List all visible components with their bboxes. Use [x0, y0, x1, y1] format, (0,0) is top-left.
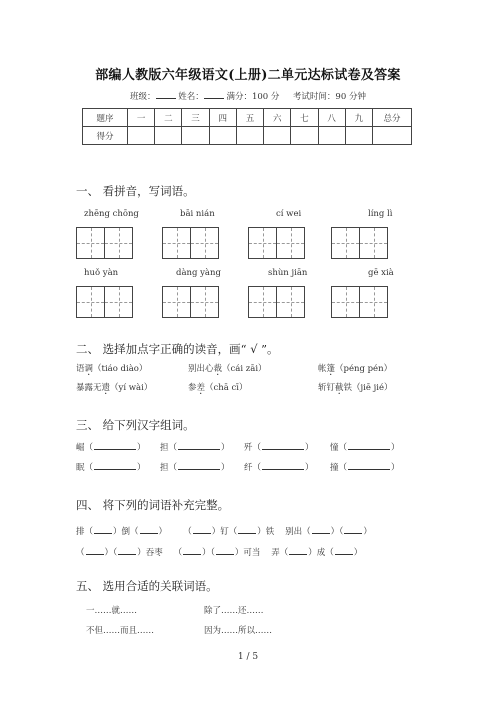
score-cell[interactable] — [373, 127, 412, 145]
answer-blank[interactable] — [183, 545, 201, 555]
word-item: 崛（ ） — [76, 440, 146, 453]
conjunction-option: 因为……所以…… — [204, 626, 273, 636]
section-1-title: 一、 看拼音，写词语。 — [76, 184, 195, 198]
word-item: 撞（ ） — [330, 460, 400, 473]
conjunction-option: 一……就…… — [86, 606, 138, 616]
table-cell: 八 — [318, 109, 345, 127]
score-cell[interactable] — [264, 127, 291, 145]
answer-blank[interactable] — [262, 440, 304, 450]
score-cell[interactable] — [182, 127, 209, 145]
answer-blank[interactable] — [178, 460, 220, 470]
answer-blank[interactable] — [238, 524, 256, 534]
word-item: 眠（ ） — [76, 460, 146, 473]
section-4-title: 四、 将下列的词语补充完整。 — [76, 498, 230, 512]
table-cell: 七 — [291, 109, 318, 127]
answer-blank[interactable] — [335, 545, 353, 555]
table-cell: 六 — [264, 109, 291, 127]
writing-grid[interactable] — [331, 286, 388, 318]
idiom-row-1: 排（ ）倒（ ） （ ）钉（ ）铁 别出（ ）（ ） — [76, 524, 372, 537]
answer-blank[interactable] — [178, 440, 220, 450]
conjunction-option: 不但……而且…… — [86, 626, 155, 636]
table-cell: 五 — [236, 109, 263, 127]
document-title: 部编人教版六年级语文(上册)二单元达标试卷及答案 — [95, 68, 401, 83]
score-table-score-row — [83, 127, 412, 145]
score-label: 满分：100 分 — [226, 92, 280, 102]
writing-grid[interactable] — [76, 227, 133, 259]
time-label: 考试时间：90 分钟 — [292, 92, 366, 102]
answer-blank[interactable] — [262, 460, 304, 470]
exam-meta — [0, 89, 496, 102]
score-cell[interactable] — [155, 127, 182, 145]
answer-blank[interactable] — [193, 524, 211, 534]
pinyin-label: zhēng chōng — [84, 209, 139, 219]
conjunction-option: 除了……还…… — [204, 606, 264, 616]
table-cell: 二 — [155, 109, 182, 127]
answer-blank[interactable] — [312, 524, 330, 534]
score-cell[interactable] — [318, 127, 345, 145]
word-item: 担（ ） — [160, 460, 230, 473]
pinyin-label: cí wei — [276, 209, 302, 219]
reading-item: 暴露无遗（yí wài） — [76, 383, 153, 393]
score-table — [82, 108, 412, 145]
answer-blank[interactable] — [94, 524, 112, 534]
word-item: 憧（ ） — [330, 440, 400, 453]
section-3-title: 三、 给下列汉字组词。 — [76, 418, 195, 432]
pinyin-label: gē xià — [368, 268, 394, 278]
answer-blank[interactable] — [140, 524, 158, 534]
pinyin-label: shùn jiān — [268, 268, 308, 278]
pinyin-label: líng lì — [368, 209, 393, 219]
score-table-header-row — [83, 109, 412, 127]
answer-blank[interactable] — [118, 545, 136, 555]
score-cell[interactable] — [209, 127, 236, 145]
answer-blank[interactable] — [289, 545, 307, 555]
reading-item: 别出心裁（cái zāi） — [188, 364, 267, 374]
word-item: 歼（ ） — [244, 440, 314, 453]
writing-grid[interactable] — [248, 227, 305, 259]
answer-blank[interactable] — [348, 440, 390, 450]
page-number: 1 / 5 — [237, 652, 259, 662]
section-5-title: 五、 选用合适的关联词语。 — [76, 579, 218, 593]
answer-blank[interactable] — [94, 460, 136, 470]
reading-item: 参差（chā cī） — [188, 383, 248, 393]
name-blank — [204, 89, 224, 99]
table-cell: 题序 — [83, 109, 128, 127]
table-cell: 得分 — [83, 127, 128, 145]
table-cell: 一 — [128, 109, 155, 127]
reading-item: 语调（tiáo diào） — [76, 364, 148, 374]
table-cell: 九 — [345, 109, 372, 127]
answer-blank[interactable] — [86, 545, 104, 555]
class-label: 班级： — [130, 92, 156, 102]
score-cell[interactable] — [236, 127, 263, 145]
score-cell[interactable] — [128, 127, 155, 145]
answer-blank[interactable] — [348, 460, 390, 470]
word-item: 担（ ） — [160, 440, 230, 453]
score-cell[interactable] — [345, 127, 372, 145]
reading-item: 帐篷（péng pén） — [318, 364, 393, 374]
pinyin-label: huǒ yàn — [84, 268, 119, 278]
section-2-title: 二、 选择加点字正确的读音，画“ √ ”。 — [76, 342, 279, 356]
table-cell: 四 — [209, 109, 236, 127]
answer-blank[interactable] — [216, 545, 234, 555]
score-cell[interactable] — [291, 127, 318, 145]
idiom-row-2: （ ）（ ）吞枣 （ ）（ ）可当 弄（ ）成（ ） — [76, 545, 362, 558]
answer-blank[interactable] — [344, 524, 362, 534]
writing-grid[interactable] — [248, 286, 305, 318]
writing-grid[interactable] — [331, 227, 388, 259]
table-cell: 总分 — [373, 109, 412, 127]
word-item: 纤（ ） — [244, 460, 314, 473]
name-label: 姓名： — [178, 92, 204, 102]
writing-grid[interactable] — [162, 227, 219, 259]
writing-grid[interactable] — [76, 286, 133, 318]
answer-blank[interactable] — [94, 440, 136, 450]
table-cell: 三 — [182, 109, 209, 127]
writing-grid[interactable] — [162, 286, 219, 318]
pinyin-label: bāi nián — [180, 209, 215, 219]
reading-item: 斩钉截铁（jiē jié） — [318, 383, 393, 393]
pinyin-label: dàng yàng — [176, 268, 221, 278]
class-blank — [156, 89, 176, 99]
